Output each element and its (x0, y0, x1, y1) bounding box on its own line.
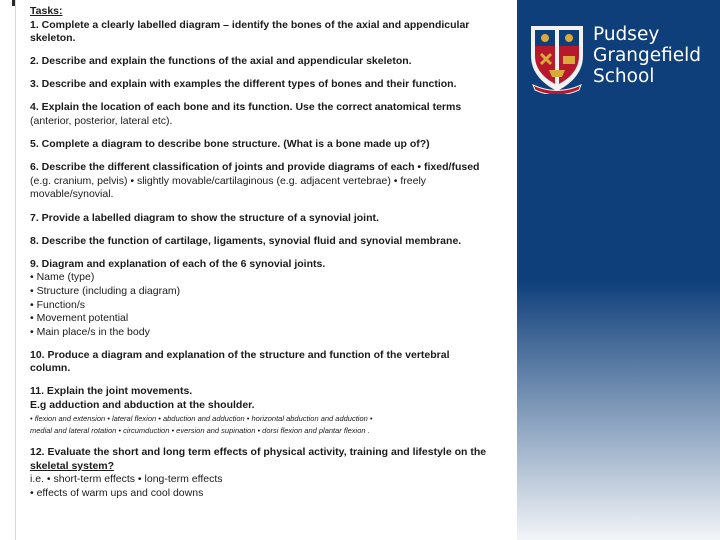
task-line: 9. Diagram and explanation of each of the 6 synovial joints. (30, 257, 326, 270)
task-line: (anterior, posterior, lateral etc). (30, 115, 173, 128)
task-document (15, 0, 516, 540)
task-item (30, 258, 516, 340)
task-line: skeleton. (30, 32, 76, 45)
task-line: i.e. • short-term effects • long-term effects (30, 473, 223, 486)
task-line: • Movement potential (30, 312, 129, 325)
school-crest-icon (527, 22, 587, 94)
task-line: (e.g. cranium, pelvis) • slightly movable/cartilaginous (e.g. adjacent vertebrae) • freely (30, 174, 427, 187)
task-item (30, 235, 516, 249)
task-line: 5. Complete a diagram to describe bone structure. (What is a bone made up of?) (30, 138, 430, 151)
brand-band-fade (517, 280, 720, 540)
task-list (30, 19, 516, 501)
school-name-line: Grangefield (593, 45, 702, 66)
school-name-line: Pudsey (593, 24, 660, 45)
task-item (30, 212, 516, 226)
task-line: movable/synovial. (30, 188, 114, 201)
task-line: 12. Evaluate the short and long term effects of physical activity, training and lifestyle on the (30, 446, 487, 459)
task-line: column. (30, 362, 71, 375)
task-detail-line: medial and lateral rotation • circumduction • eversion and supination • dorsi flexion and plantar flexion . (30, 425, 370, 435)
task-line: • Structure (including a diagram) (30, 284, 181, 297)
school-name (593, 24, 701, 87)
task-line: 8. Describe the function of cartilage, ligaments, synovial fluid and synovial membrane. (30, 234, 462, 247)
task-line: 3. Describe and explain with examples the different types of bones and their function. (30, 78, 457, 91)
task-item (30, 385, 516, 436)
task-line: • Main place/s in the body (30, 325, 150, 338)
task-line: skeletal system? (30, 459, 115, 472)
task-item (30, 101, 516, 128)
task-item (30, 349, 516, 376)
task-detail-line: • flexion and extension • lateral flexion • abduction and adduction • horizontal abduction and adduction • (30, 413, 373, 423)
task-item (30, 161, 516, 202)
task-line: E.g adduction and abduction at the shoulder. (30, 399, 255, 412)
task-line: 11. Explain the joint movements. (30, 385, 193, 398)
task-item (30, 55, 516, 69)
tasks-heading: Tasks: (30, 5, 63, 17)
task-line: • Name (type) (30, 271, 95, 284)
task-line: 6. Describe the different classification of joints and provide diagrams of each • fixed/fused (30, 161, 480, 174)
task-line: 10. Produce a diagram and explanation of the structure and function of the vertebral (30, 348, 450, 361)
task-item (30, 446, 516, 500)
task-item (30, 78, 516, 92)
task-line: • effects of warm ups and cool downs (30, 486, 204, 499)
task-line: 4. Explain the location of each bone and its function. Use the correct anatomical terms (30, 101, 462, 114)
task-line: 7. Provide a labelled diagram to show the structure of a synovial joint. (30, 211, 379, 224)
task-item (30, 138, 516, 152)
task-line: 2. Describe and explain the functions of the axial and appendicular skeleton. (30, 55, 412, 68)
school-name-line: School (593, 66, 655, 87)
task-line: 1. Complete a clearly labelled diagram – identify the bones of the axial and appendicular (30, 18, 470, 31)
task-line: • Function/s (30, 298, 86, 311)
task-item (30, 19, 516, 46)
